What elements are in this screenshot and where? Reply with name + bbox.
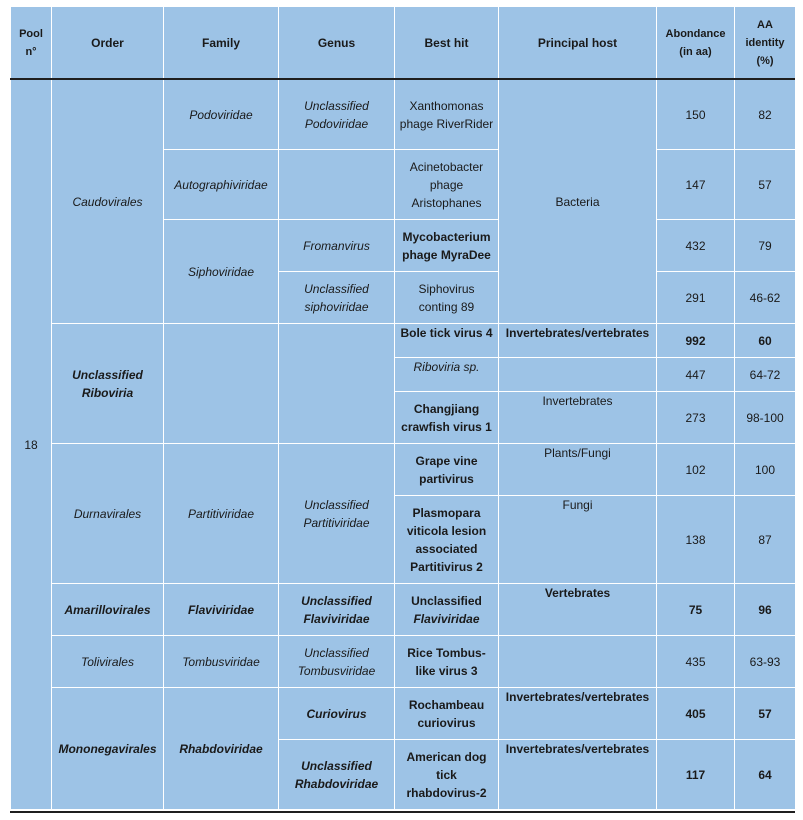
family-cell: Partitiviridae: [164, 444, 279, 584]
host-cell: Plants/Fungi: [499, 444, 657, 496]
header-family: Family: [164, 7, 279, 80]
best-hit-cell: [395, 584, 499, 636]
host-cell: [499, 358, 657, 392]
abondance-cell: 291: [657, 272, 735, 324]
identity-cell: 60: [735, 324, 796, 358]
identity-cell: 57: [735, 688, 796, 740]
best-hit-cell: Rice Tombus-like virus 3: [395, 636, 499, 688]
abondance-cell: 432: [657, 220, 735, 272]
best-hit-cell: Riboviria sp.: [395, 358, 499, 392]
identity-cell: 87: [735, 496, 796, 584]
order-cell: Mononegavirales: [52, 688, 164, 810]
identity-cell: 46-62: [735, 272, 796, 324]
best-hit-cell: Acinetobacter phage Aristophanes: [395, 150, 499, 220]
host-cell: Vertebrates: [499, 584, 657, 636]
identity-cell: 63-93: [735, 636, 796, 688]
abondance-cell: 405: [657, 688, 735, 740]
identity-cell: 64-72: [735, 358, 796, 392]
abondance-cell: 102: [657, 444, 735, 496]
genus-cell: Unclassified Partitiviridae: [279, 444, 395, 584]
order-cell: Durnavirales: [52, 444, 164, 584]
virus-table: [10, 6, 796, 810]
genus-cell: Fromanvirus: [279, 220, 395, 272]
abondance-cell: 147: [657, 150, 735, 220]
family-cell: Flaviviridae: [164, 584, 279, 636]
family-cell: Siphoviridae: [164, 220, 279, 324]
genus-cell: Unclassified Flaviviridae: [279, 584, 395, 636]
host-cell: [499, 636, 657, 688]
genus-cell: [279, 324, 395, 444]
host-cell: Bacteria: [499, 80, 657, 324]
table-row: [11, 80, 796, 150]
family-cell: Rhabdoviridae: [164, 688, 279, 810]
pool-cell: 18: [11, 80, 52, 810]
host-cell: Invertebrates/vertebrates: [499, 324, 657, 358]
best-hit-cell: Xanthomonas phage RiverRider: [395, 80, 499, 150]
genus-cell: Unclassified Rhabdoviridae: [279, 740, 395, 810]
header-best-hit: Best hit: [395, 7, 499, 80]
genus-cell: Curiovirus: [279, 688, 395, 740]
best-hit-cell: Mycobacterium phage MyraDee: [395, 220, 499, 272]
family-cell: Autographiviridae: [164, 150, 279, 220]
best-hit-cell: American dog tick rhabdovirus-2: [395, 740, 499, 810]
best-hit-italic: Flaviviridae: [413, 611, 480, 626]
abondance-cell: 75: [657, 584, 735, 636]
order-cell: Unclassified Riboviria: [52, 324, 164, 444]
family-cell: [164, 324, 279, 444]
header-genus: Genus: [279, 7, 395, 80]
identity-cell: 79: [735, 220, 796, 272]
abondance-cell: 435: [657, 636, 735, 688]
host-cell: Invertebrates/vertebrates: [499, 688, 657, 740]
table-row: [11, 584, 796, 636]
table-row: [11, 444, 796, 496]
abondance-cell: 150: [657, 80, 735, 150]
genus-cell: [279, 150, 395, 220]
abondance-cell: 117: [657, 740, 735, 810]
header-principal-host: Principal host: [499, 7, 657, 80]
genus-cell: Unclassified Tombusviridae: [279, 636, 395, 688]
order-cell: Amarillovirales: [52, 584, 164, 636]
header-divider: [10, 78, 795, 80]
best-hit-cell: Bole tick virus 4: [395, 324, 499, 358]
family-cell: Podoviridae: [164, 80, 279, 150]
table-row: [11, 636, 796, 688]
header-aa-identity: AA identity (%): [735, 7, 796, 80]
best-hit-cell: Siphovirus conting 89: [395, 272, 499, 324]
abondance-cell: 447: [657, 358, 735, 392]
table-row: [11, 324, 796, 358]
best-hit-cell: Plasmopara viticola lesion associated Partitivirus 2: [395, 496, 499, 584]
identity-cell: 64: [735, 740, 796, 810]
best-hit-cell: Rochambeau curiovirus: [395, 688, 499, 740]
header-row: [11, 7, 796, 80]
abondance-cell: 273: [657, 392, 735, 444]
host-cell: Fungi: [499, 496, 657, 584]
identity-cell: 98-100: [735, 392, 796, 444]
best-hit-cell: Changjiang crawfish virus 1: [395, 392, 499, 444]
identity-cell: 82: [735, 80, 796, 150]
best-hit-cell: Grape vine partivirus: [395, 444, 499, 496]
genus-cell: Unclassified siphoviridae: [279, 272, 395, 324]
order-cell: Caudovirales: [52, 80, 164, 324]
host-cell: Invertebrates/vertebrates: [499, 740, 657, 810]
best-hit-prefix: Unclassified: [411, 593, 482, 608]
abondance-cell: 992: [657, 324, 735, 358]
identity-cell: 96: [735, 584, 796, 636]
table-row: [11, 688, 796, 740]
abondance-cell: 138: [657, 496, 735, 584]
header-pool: Pool n°: [11, 7, 52, 80]
bottom-divider: [10, 811, 795, 813]
genus-cell: Unclassified Podoviridae: [279, 80, 395, 150]
host-cell: Invertebrates: [499, 392, 657, 444]
order-cell: Tolivirales: [52, 636, 164, 688]
family-cell: Tombusviridae: [164, 636, 279, 688]
header-abondance: Abondance (in aa): [657, 7, 735, 80]
identity-cell: 57: [735, 150, 796, 220]
identity-cell: 100: [735, 444, 796, 496]
header-order: Order: [52, 7, 164, 80]
